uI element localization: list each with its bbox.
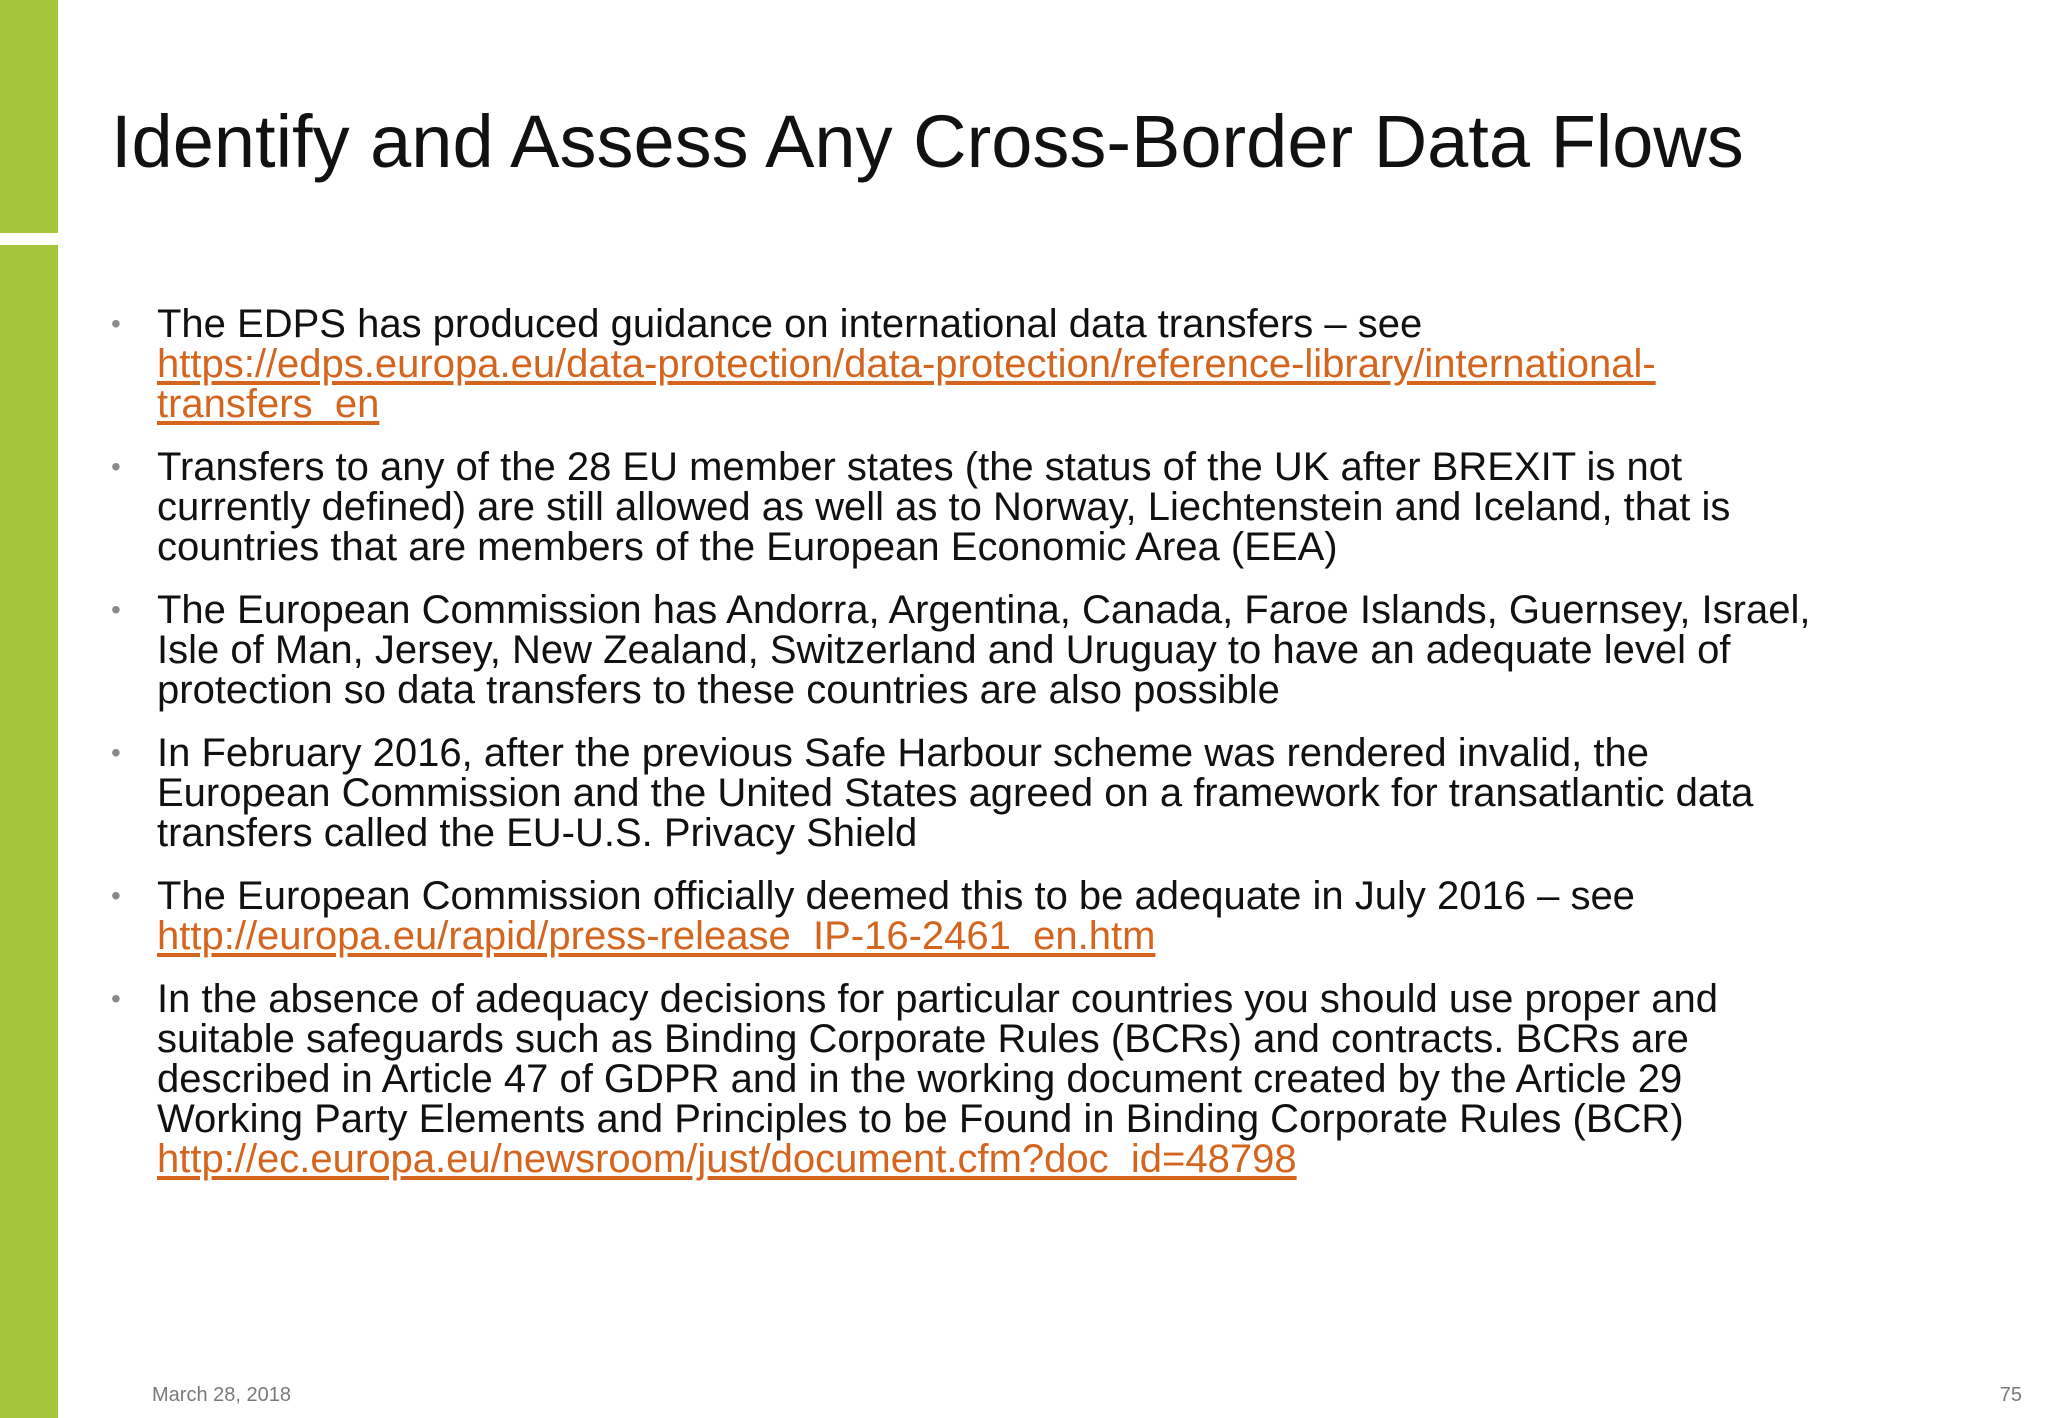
bullet-dot-icon: • [111,308,121,339]
bullet-dot-icon: • [111,880,121,911]
slide-title: Identify and Assess Any Cross-Border Data Flows [111,100,1744,183]
bullet-dot-icon: • [111,983,121,1014]
bullet-item [111,876,1931,956]
bullet-dot-icon: • [111,451,121,482]
bullet-item [111,733,1931,853]
edps-guidance-link[interactable]: https://edps.europa.eu/data-protection/data-protection/reference-library/international- transfers_en [157,342,1656,426]
bullet-text: The European Commission officially deemed this to be adequate in July 2016 – see [157,874,1635,918]
bullet-item [111,304,1931,424]
bullet-text: In February 2016, after the previous Safe Harbour scheme was rendered invalid, the European Commission and the United States agreed on a framework for transatlantic data transfers called the EU-U.S. Privacy Shield [157,731,1754,855]
bullet-dot-icon: • [111,737,121,768]
accent-bar-top [0,0,58,233]
bullet-text: In the absence of adequacy decisions for particular countries you should use proper and suitable safeguards such as Binding Corporate Rules (BCRs) and contracts. BCRs are described in Article 47 of GDPR and in the working document created by the Article 29 Working Party Elements and Principles to be Found in Binding Corporate Rules (BCR) [157,977,1718,1141]
bullet-text: The EDPS has produced guidance on international data transfers – see [157,302,1423,346]
press-release-link[interactable]: http://europa.eu/rapid/press-release_IP-16-2461_en.htm [157,914,1156,958]
bullet-text: The European Commission has Andorra, Argentina, Canada, Faroe Islands, Guernsey, Israel, Isle of Man, Jersey, New Zealand, Switzerland and Uruguay to have an adequate level of protection so data transfers to these countries are also possible [157,588,1811,712]
accent-bar-bottom [0,245,58,1418]
bullet-item [111,590,1931,710]
bullet-item [111,447,1931,567]
bcr-document-link[interactable]: http://ec.europa.eu/newsroom/just/document.cfm?doc_id=48798 [157,1137,1297,1181]
bullet-dot-icon: • [111,594,121,625]
page-number: 75 [1999,1384,2022,1406]
footer-date: March 28, 2018 [152,1384,291,1406]
bullet-text: Transfers to any of the 28 EU member states (the status of the UK after BREXIT is not currently defined) are still allowed as well as to Norway, Liechtenstein and Iceland, that is countries that are members of the European Economic Area (EEA) [157,445,1731,569]
bullet-item [111,979,1931,1179]
bullet-list [111,304,1931,1202]
